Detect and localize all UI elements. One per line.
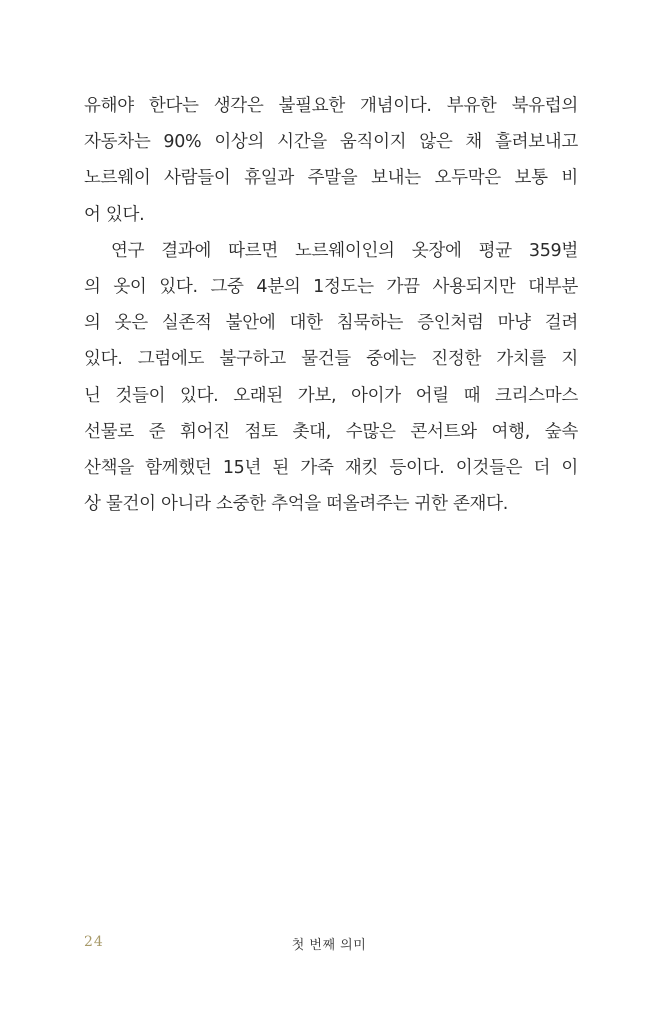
text-line: 노르웨이 사람들이 휴일과 주말을 보내는 오두막은 보통 비 (84, 168, 578, 189)
text-line: 의 옷이 있다. 그중 4분의 1정도는 가끔 사용되지만 대부분 (84, 277, 578, 298)
page-number: 24 (84, 934, 104, 950)
text-line: 상 물건이 아니라 소중한 추억을 떠올려주는 귀한 존재다. (84, 494, 509, 515)
text-line: 유해야 한다는 생각은 불필요한 개념이다. 부유한 북유럽의 (84, 96, 578, 116)
text-line: 선물로 준 휘어진 점토 촛대, 수많은 콘서트와 여행, 숲속 (84, 421, 578, 442)
page-footer (0, 934, 658, 956)
running-title: 첫 번째 의미 (291, 938, 367, 953)
paragraph-1 (84, 88, 578, 233)
paragraph-2 (84, 233, 578, 523)
text-line: 연구 결과에 따르면 노르웨이인의 옷장에 평균 359벌 (111, 240, 578, 261)
page-body (84, 88, 578, 522)
text-line: 닌 것들이 있다. 오래된 가보, 아이가 어릴 때 크리스마스 (84, 385, 578, 406)
text-line: 의 옷은 실존적 불안에 대한 침묵하는 증인처럼 마냥 걸려 (84, 313, 578, 334)
text-line: 산책을 함께했던 15년 된 가죽 재킷 등이다. 이것들은 더 이 (84, 458, 578, 479)
text-line: 어 있다. (84, 204, 145, 225)
text-line: 있다. 그럼에도 불구하고 물건들 중에는 진정한 가치를 지 (84, 349, 578, 370)
text-line: 자동차는 90% 이상의 시간을 움직이지 않은 채 흘려보내고 (84, 132, 578, 153)
